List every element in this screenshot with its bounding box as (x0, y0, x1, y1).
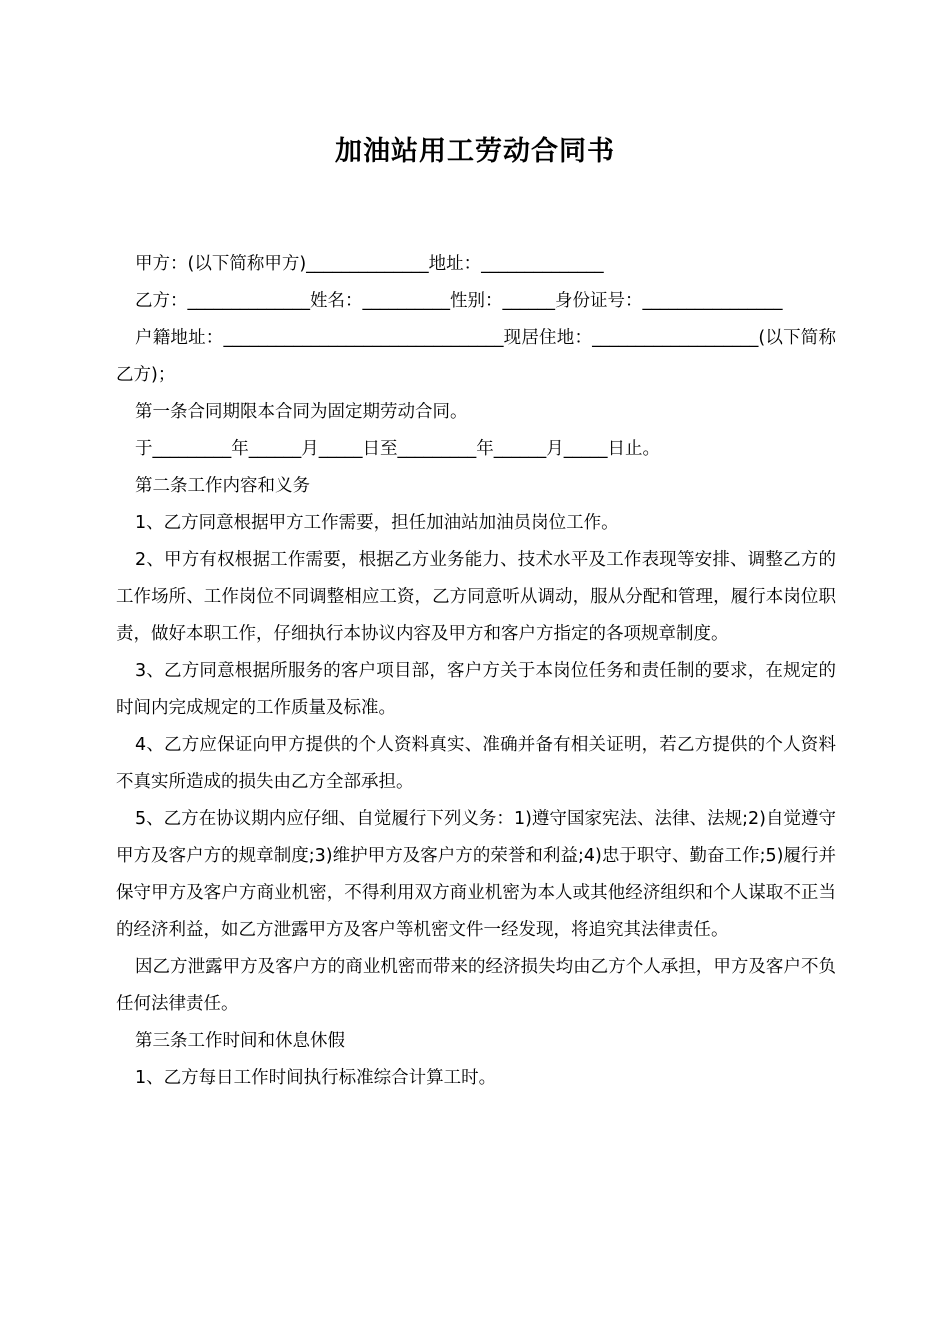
article-2-heading: 第二条工作内容和义务 (135, 476, 310, 496)
document-title: 加油站用工劳动合同书 (335, 136, 615, 167)
party-a-line: 甲方：(以下简称甲方)______________地址：______________ (135, 254, 604, 274)
article-3-heading: 第三条工作时间和休息休假 (135, 1031, 345, 1051)
clause-2-5: 5、乙方在协议期内应仔细、自觉履行下列义务：1)遵守国家宪法、法律、法规;2)自觉遵守甲方及客户方的规章制度;3)维护甲方及客户方的荣誉和利益;4)忠于职守、勤奋工作;5)履行并保守甲方及客户方商业机密，不得利用双方商业机密为本人或其他经济组织和个人谋取不正当的经济利益，如乙方泄露甲方及客户等机密文件一经发现，将追究其法律责任。 (116, 809, 836, 940)
clause-3-1: 1、乙方每日工作时间执行标准综合计算工时。 (135, 1068, 497, 1088)
party-b-line: 乙方：______________姓名：__________性别：______身份证号：________________ (135, 291, 783, 311)
liability-paragraph: 因乙方泄露甲方及客户方的商业机密而带来的经济损失均由乙方个人承担，甲方及客户不负任何法律责任。 (116, 957, 836, 1014)
document-body (116, 246, 836, 1097)
clause-2-4: 4、乙方应保证向甲方提供的个人资料真实、准确并备有相关证明，若乙方提供的个人资料不真实所造成的损失由乙方全部承担。 (116, 735, 836, 792)
clause-2-2: 2、甲方有权根据工作需要，根据乙方业务能力、技术水平及工作表现等安排、调整乙方的工作场所、工作岗位不同调整相应工资，乙方同意听从调动，服从分配和管理，履行本岗位职责，做好本职工作，仔细执行本协议内容及甲方和客户方指定的各项规章制度。 (116, 550, 836, 644)
contract-period-line: 于_________年______月_____日至_________年______月_____日止。 (135, 439, 660, 459)
article-1-heading: 第一条合同期限本合同为固定期劳动合同。 (135, 402, 468, 422)
clause-2-1: 1、乙方同意根据甲方工作需要，担任加油站加油员岗位工作。 (135, 513, 619, 533)
address-line: 户籍地址：________________________________现居住地：___________________(以下简称乙方)； (116, 328, 836, 385)
clause-2-3: 3、乙方同意根据所服务的客户项目部，客户方关于本岗位任务和责任制的要求，在规定的时间内完成规定的工作质量及标准。 (116, 661, 836, 718)
